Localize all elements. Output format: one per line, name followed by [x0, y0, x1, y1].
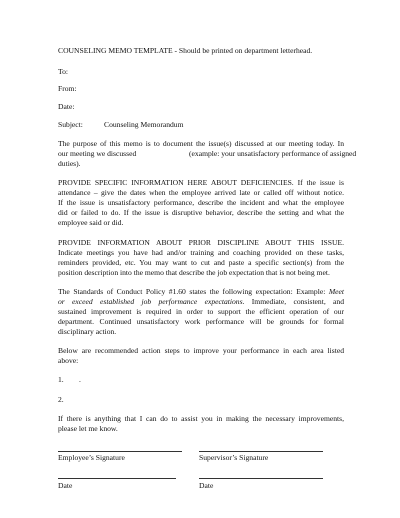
deficiencies-line-4: did or failed to do. If the issue is disruptive behavior, describe the setting and what the	[58, 208, 344, 217]
purpose-line-2	[58, 149, 357, 159]
standards-line-5: disciplinary action.	[58, 327, 117, 336]
supervisor-signature-line	[199, 451, 323, 452]
to-label: To:	[58, 67, 69, 76]
prior-discipline-line-2: Indicate meetings you have had and/or training and coaching provided on these tasks,	[58, 248, 344, 257]
assist-line-2: please let me know.	[58, 424, 118, 433]
deficiencies-line-3: If the issue is unsatisfactory performance, describe the incident and what the employee	[58, 198, 344, 207]
date-label: Date:	[58, 102, 75, 111]
action-item-2	[58, 395, 344, 405]
deficiencies-line-5: employee said or did.	[58, 218, 124, 227]
supervisor-date-label: Date	[199, 481, 214, 490]
supervisor-signature-label: Supervisor’s Signature	[199, 453, 269, 462]
action-item-1-number: 1.	[58, 375, 64, 384]
standards-line-1	[58, 287, 344, 297]
employee-date-label: Date	[58, 481, 73, 490]
employee-signature-line	[58, 451, 182, 452]
recommended-line-1: Below are recommended action steps to improve your performance in each area listed	[58, 346, 344, 355]
employee-signature-label: Employee’s Signature	[58, 453, 125, 462]
purpose-line-3: duties).	[58, 159, 81, 168]
recommended-line-2: above:	[58, 356, 79, 365]
prior-discipline-line-3: reminders provided, etc. You may want to cut and paste a specific section(s) from the	[58, 258, 344, 267]
deficiencies-line-2: attendance – give the dates when the employee arrived late or called off without notice.	[58, 188, 344, 197]
date-field	[58, 102, 344, 112]
standards-line-2-text: Immediate, consistent, and	[251, 297, 344, 306]
action-item-2-number: 2.	[58, 395, 64, 404]
standards-line-1-text: The Standards of Conduct Policy #1.60 states the following expectation: Example:	[58, 287, 329, 296]
subject-value: Counseling Memorandum	[104, 120, 184, 129]
title-text: COUNSELING MEMO TEMPLATE - Should be printed on department letterhead.	[58, 46, 313, 55]
purpose-line-2-example: (example: your unsatisfactory performance of assigned	[189, 149, 357, 158]
action-item-1-text: .	[79, 375, 81, 384]
standards-line-2-italic: or exceed established job performance expectations.	[58, 297, 245, 306]
action-item-1	[58, 375, 344, 385]
deficiencies-line-1: PROVIDE SPECIFIC INFORMATION HERE ABOUT DEFICIENCIES. If the issue is	[58, 178, 344, 187]
from-field	[58, 84, 344, 94]
assist-line-1: If there is anything that I can do to assist you in making the necessary improvements,	[58, 414, 344, 423]
subject-label: Subject:	[58, 120, 83, 129]
employee-date-line	[58, 478, 176, 479]
purpose-line-2-start: our meeting we discussed	[58, 149, 137, 158]
supervisor-date-line	[199, 478, 323, 479]
document-title	[58, 46, 344, 56]
standards-line-4: department. Continued unsatisfactory work performance will be grounds for formal	[58, 317, 344, 326]
standards-line-2	[58, 297, 344, 307]
purpose-line-1: The purpose of this memo is to document the issue(s) discussed at our meeting today. In	[58, 139, 344, 148]
subject-field	[58, 120, 344, 130]
prior-discipline-line-4: position description into the memo that describe the job expectation that is not being met.	[58, 268, 330, 277]
prior-discipline-line-1: PROVIDE INFORMATION ABOUT PRIOR DISCIPLINE ABOUT THIS ISSUE.	[58, 238, 344, 247]
standards-line-1-italic: Meet	[328, 287, 344, 296]
standards-line-3: sustained improvement is required in order to support the efficient operation of our	[58, 307, 344, 316]
to-field	[58, 67, 344, 77]
from-label: From:	[58, 84, 77, 93]
